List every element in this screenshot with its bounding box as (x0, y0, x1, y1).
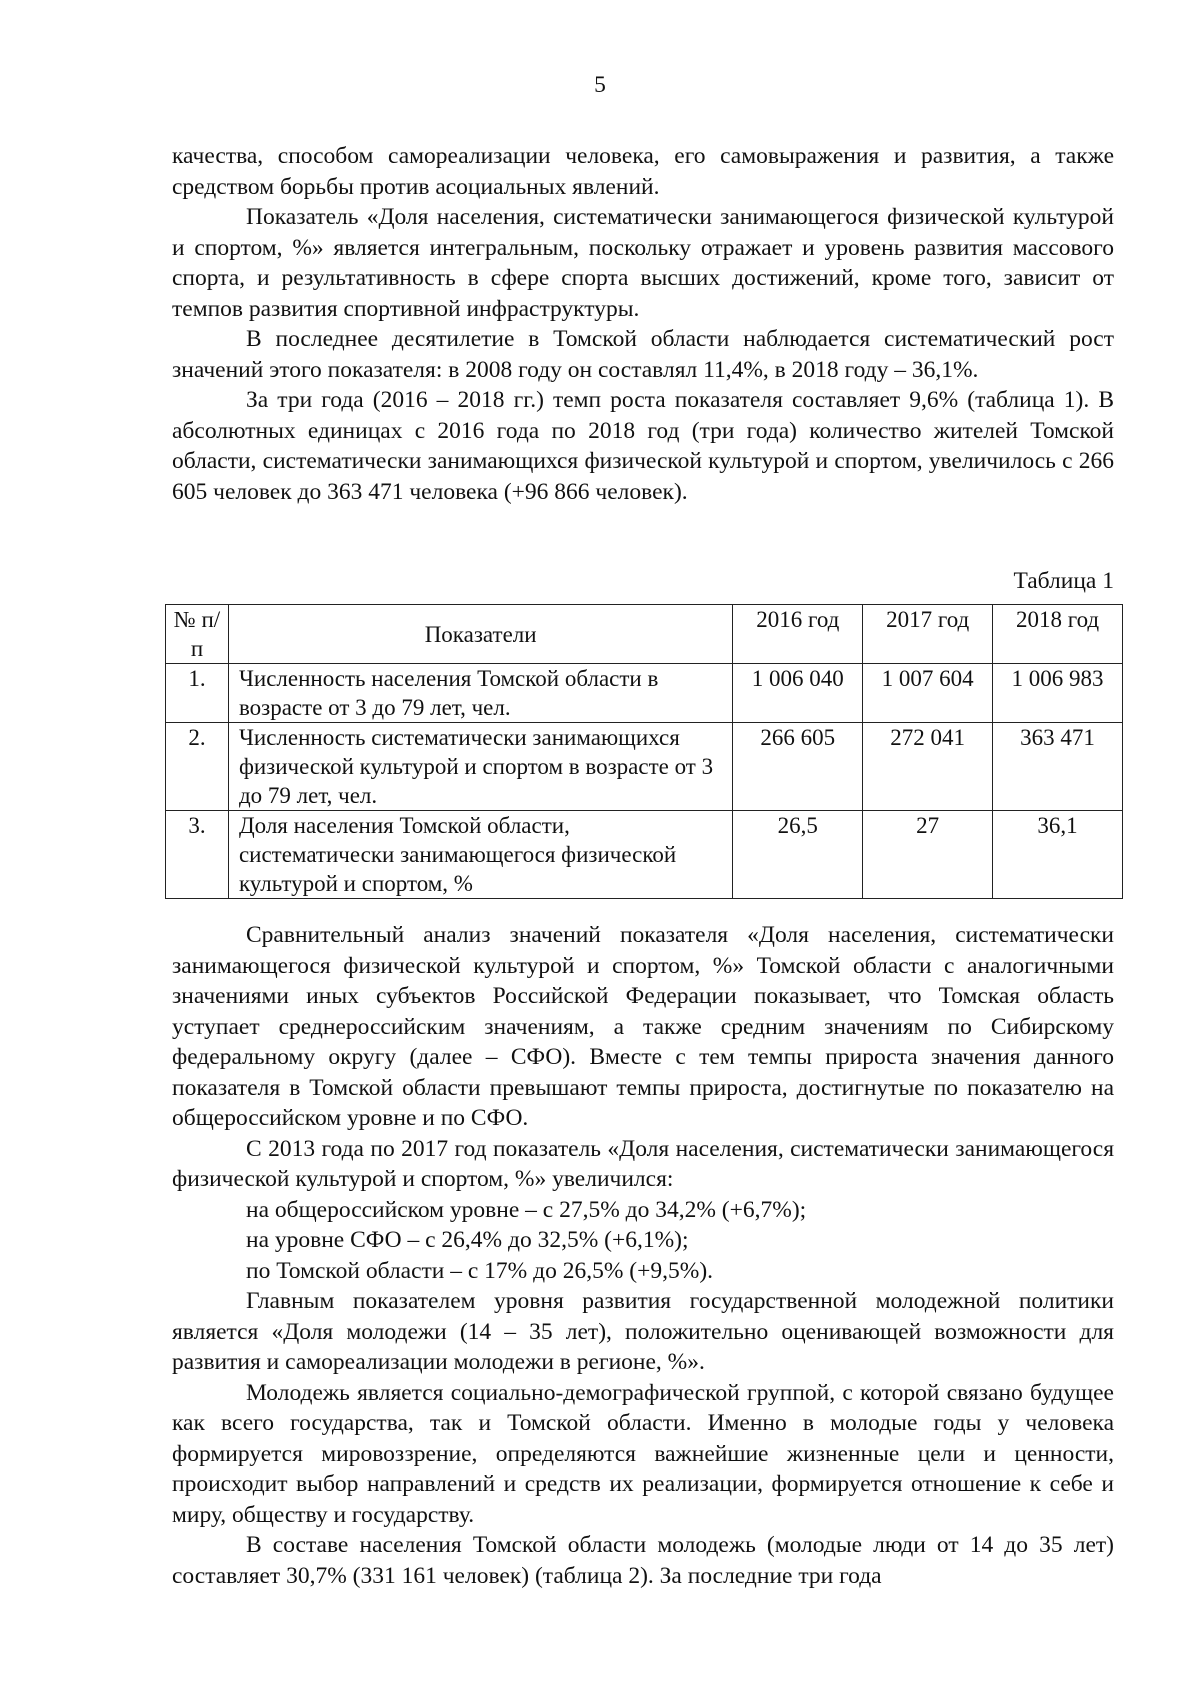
list-item: по Томской области – с 17% до 26,5% (+9,5%). (246, 1257, 714, 1284)
row-indicator: Численность систематически занимающихся физической культурой и спортом в возрасте от 3 до 79 лет, чел. (228, 723, 732, 811)
header-2018: 2018 год (993, 605, 1123, 664)
text-block-top (172, 141, 1114, 507)
row-value-2017: 272 041 (863, 723, 993, 811)
paragraph: В последнее десятилетие в Томской области наблюдается систематический рост значений этого показателя: в 2008 году он составлял 11,4%, в 2018 году – 36,1%. (172, 326, 1114, 383)
header-2017: 2017 год (863, 605, 993, 664)
paragraph: За три года (2016 – 2018 гг.) темп роста показателя составляет 9,6% (таблица 1). В абсолютных единицах с 2016 года по 2018 год (три года) количество жителей Томской области, систематически занимающихся физической культурой и спортом, увеличилось с 266 605 человек до 363 471 человека (+96 866 человек). (172, 387, 1114, 505)
row-value-2018: 36,1 (993, 811, 1123, 899)
paragraph: В составе населения Томской области молодежь (молодые люди от 14 до 35 лет) составляет 30,7% (331 161 человек) (таблица 2). За последние три года (172, 1532, 1114, 1589)
table-header-row (166, 605, 1123, 664)
paragraph: Показатель «Доля населения, систематически занимающегося физической культурой и спортом, %» является интегральным, поскольку отражает и уровень развития массового спорта, и результативность в сфере спорта высших достижений, кроме того, зависит от темпов развития спортивной инфраструктуры. (172, 204, 1114, 322)
row-value-2016: 1 006 040 (733, 664, 863, 723)
table-caption: Таблица 1 (1013, 568, 1114, 594)
paragraph: Сравнительный анализ значений показателя «Доля населения, систематически занимающегося физической культурой и спортом, %» Томской области с аналогичными значениями иных субъектов Российской Федерации показывает, что Томская область уступает среднероссийским значениям, а также средним значениям по Сибирскому федеральному округу (далее – СФО). Вместе с тем темпы прироста значения данного показателя в Томской области превышают темпы прироста, достигнутые по показателю на общероссийском уровне и по СФО. (172, 922, 1114, 1131)
row-indicator: Доля населения Томской области, систематически занимающегося физической культурой и спортом, % (228, 811, 732, 899)
row-number: 1. (166, 664, 229, 723)
paragraph: Главным показателем уровня развития государственной молодежной политики является «Доля молодежи (14 – 35 лет), положительно оценивающей возможности для развития и самореализации молодежи в регионе, %». (172, 1288, 1114, 1375)
row-value-2016: 26,5 (733, 811, 863, 899)
row-value-2017: 1 007 604 (863, 664, 993, 723)
row-value-2018: 1 006 983 (993, 664, 1123, 723)
row-value-2018: 363 471 (993, 723, 1123, 811)
list-item: на общероссийском уровне – с 27,5% до 34,2% (+6,7%); (246, 1196, 807, 1223)
table-row (166, 811, 1123, 899)
header-number: № п/п (166, 605, 229, 664)
paragraph: С 2013 года по 2017 год показатель «Доля населения, систематически занимающегося физической культурой и спортом, %» увеличился: (172, 1135, 1114, 1192)
table-row (166, 664, 1123, 723)
table-row (166, 723, 1123, 811)
paragraph: Молодежь является социально-демографической группой, с которой связано будущее как всего государства, так и Томской области. Именно в молодые годы у человека формируется мировоззрение, определяются важнейшие жизненные цели и ценности, происходит выбор направлений и средств их реализации, формируется отношение к себе и миру, обществу и государству. (172, 1379, 1114, 1528)
row-indicator: Численность населения Томской области в возрасте от 3 до 79 лет, чел. (228, 664, 732, 723)
row-number: 3. (166, 811, 229, 899)
header-indicator: Показатели (228, 605, 732, 664)
row-value-2016: 266 605 (733, 723, 863, 811)
page-number: 5 (594, 72, 606, 98)
indicators-table (165, 604, 1123, 899)
row-value-2017: 27 (863, 811, 993, 899)
header-2016: 2016 год (733, 605, 863, 664)
paragraph: качества, способом самореализации человека, его самовыражения и развития, а также средством борьбы против асоциальных явлений. (172, 143, 1114, 200)
row-number: 2. (166, 723, 229, 811)
text-block-bottom (172, 920, 1114, 1591)
list-item: на уровне СФО – с 26,4% до 32,5% (+6,1%); (246, 1227, 689, 1253)
